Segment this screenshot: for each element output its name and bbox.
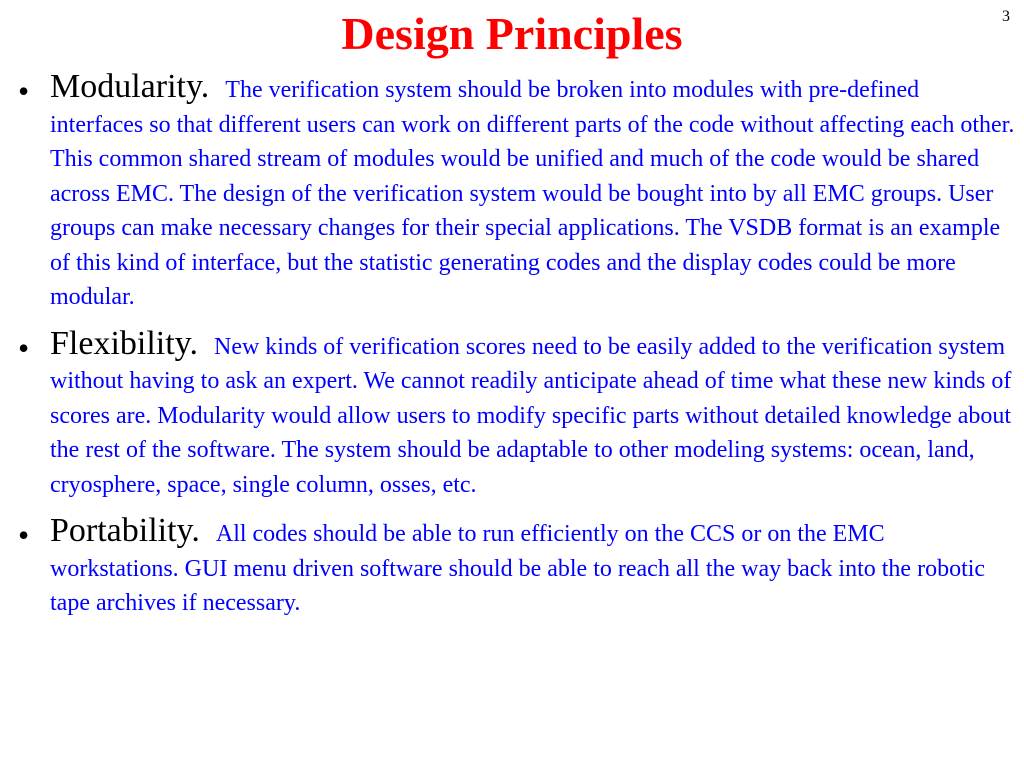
bullet-heading: Flexibility. (50, 324, 198, 362)
bullet-flexibility (18, 324, 1018, 503)
bullet-icon: • (18, 517, 30, 553)
bullet-list (18, 70, 1018, 633)
bullet-modularity (18, 70, 1018, 315)
bullet-heading: Portability. (50, 512, 200, 549)
bullet-body: The verification system should be broken into modules with pre-defined interfaces so that different users can work on different parts of the code without affecting each other. This common shared stream of modules would be unified and much of the code would be shared across EMC. The design of the verification system would be bought into by all EMC groups. User groups can make necessary changes for their special applications. The VSDB format is an example of this kind of interface, but the statistic generating codes and the display codes could be more modular. (50, 77, 1015, 310)
bullet-body: New kinds of verification scores need to be easily added to the verification system without having to ask an expert. We cannot readily anticipate ahead of time what these new kinds of scores are. Modularity would allow users to modify specific parts without detailed knowledge about the rest of the software. The system should be adaptable to other modeling systems: ocean, land, cryosphere, space, single column, osses, etc. (50, 333, 1012, 498)
bullet-portability (18, 514, 1018, 621)
bullet-icon: • (18, 73, 30, 109)
slide-title: Design Principles (341, 8, 683, 59)
bullet-body: All codes should be able to run efficiently on the CCS or on the EMC workstations. GUI menu driven software should be able to reach all the way back into the robotic tape archives if necessary. (50, 521, 986, 616)
bullet-icon: • (18, 329, 30, 366)
bullet-heading: Modularity. (50, 68, 210, 105)
page-number: 3 (1002, 8, 1010, 25)
